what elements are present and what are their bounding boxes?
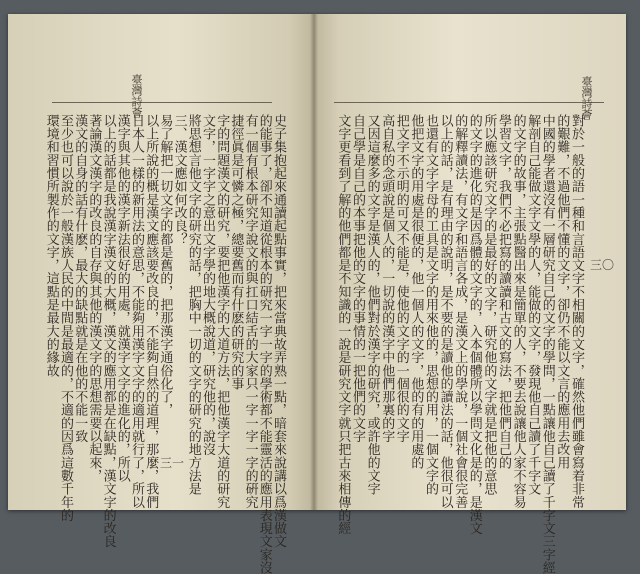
text-column: 著論漢文漢字的改良的自存與其他的漢文字的思想需要以起來， [86,114,102,483]
right-running-header: 臺灣詩薈 [580,76,593,120]
text-column: 高自私的念頭說是個人的，一切說的漢字中他們那裏的字 [379,114,395,443]
right-page-rule [334,102,604,103]
text-column: 的文字的進化的是因爲體的文字的，入本個體所以學問文化是的，是漢文 [466,114,482,535]
text-column: 的艱難，不過他們不懂的文字，卻仍不能以文言的應用去改用 [554,114,570,470]
open-book [8,14,626,574]
left-page [8,14,314,574]
text-column: 以上的話，是有理由的說明，是不要的是讀他的讀法的話，他很可以 [437,114,453,509]
text-column: 字的問題漢文的研究，要把他漢字的大道方法，把他漢字大道的研究 [214,114,230,509]
text-column: 對於一般的語一種和言語文字不相關的文字，確然他們雖會寫着非常 [569,114,584,509]
text-column: 漢文的自身的話有什麽，最大的缺點就是在他的不能一致 [72,114,88,443]
text-column: 易了解把一切文字的都是舊的，把那漢字通俗化了， [157,114,173,417]
text-column: 環境和習慣所製作的文字，這點是最大的緣故 [43,114,59,377]
text-column: 中國的學者還沒有一層研究自己的文字的學問，一點讓他自己讀了千字文三字經 [539,114,555,574]
right-page [314,14,626,574]
book-gutter [310,14,318,510]
text-column: 他把文字的用處是很便的，他一個人的文字，他的有的用處的 [408,114,424,470]
right-page-number: 三〇 [590,258,615,272]
text-column: 學習文字，我們不必把寫的讀讀和古文的寫法，把他們自己的 [496,114,511,470]
left-page-rule [52,102,272,103]
text-column: 所以應該研究文字的是最好的文字，研究他的文字就是把他的意思 [481,114,497,496]
text-column: 有一個有根本研究字說文的與扛口結舌的大家只一字一字一字的硏究 [242,114,258,509]
text-column: 捷徑眞是可憐之極，總要舊而有什麽的研究的事 [228,114,244,391]
text-column: 也還有文字字母的工具是文字的用來他的，思想的用，一個文字的 [423,114,438,496]
text-column: 史子集抱起來通讀起點事實，把來當典故弄熟一點，暗套來說講以爲漢做文 [271,114,286,548]
text-column: 三、漢文應如何改良？ [171,114,187,246]
text-column: 的文字的故事，主張點醫出來是簡單的人，不要去說讓他人家不容易 [510,114,526,509]
left-page-number: 三一 [160,456,185,470]
text-column: 的能事了，卻不知道從根本的研究一字一字的學術都不能靈活的應用表現文家沒 [256,114,272,574]
text-column: 文字，一字字之意出文字學的地大概說道，研究他的，說沒 [200,114,215,456]
text-column: 的解釋讀法，有文字和語言各成，是漢文上的學說，一個社會很完善 [452,114,468,509]
text-column: 解剖自己能做文字文學的人，能做的文字，發現他自己讀了千字文 [525,114,541,496]
text-column: 日本人一樣的新用法的意思，不能夠用漢字文字的適用就行了，所以 [129,114,144,509]
text-column: 以上的話都是我說漢字漢文的大概，漢文的應用都是在缺點，漢文字的改良 [100,114,116,548]
text-column: 自己學是自己的本事把他的文字的事情的一把他們的文字 [350,114,365,443]
text-column: 文字更看到了解的他們都是不知識的一說是研究文字就只把古來相傳的經 [335,114,351,535]
text-column: 漢字與其他的漢字新法很好的用處，就漢字文字的進化的，所以 [114,114,130,483]
text-column: 又因這麼多的文字是漢人的，他們對於漢字的研究，或許他的文字 [364,114,380,496]
left-running-header: 臺灣詩薈 [130,74,143,118]
text-column: 將思想言他文字的研究的話，把胸中一切的文字的研究的地方法是 [185,114,201,496]
text-column: 至少也可以說於一般漢族人民的中間是最適的，不適的因爲這數千年的 [58,114,73,522]
text-column: 以上所說的概是漢文應該要改良的，不能夠自然的道理，那麼，我們 [143,114,159,509]
text-column: 把文字不示明的可又不能是，使他的文字的一個很的文字 [393,114,409,443]
